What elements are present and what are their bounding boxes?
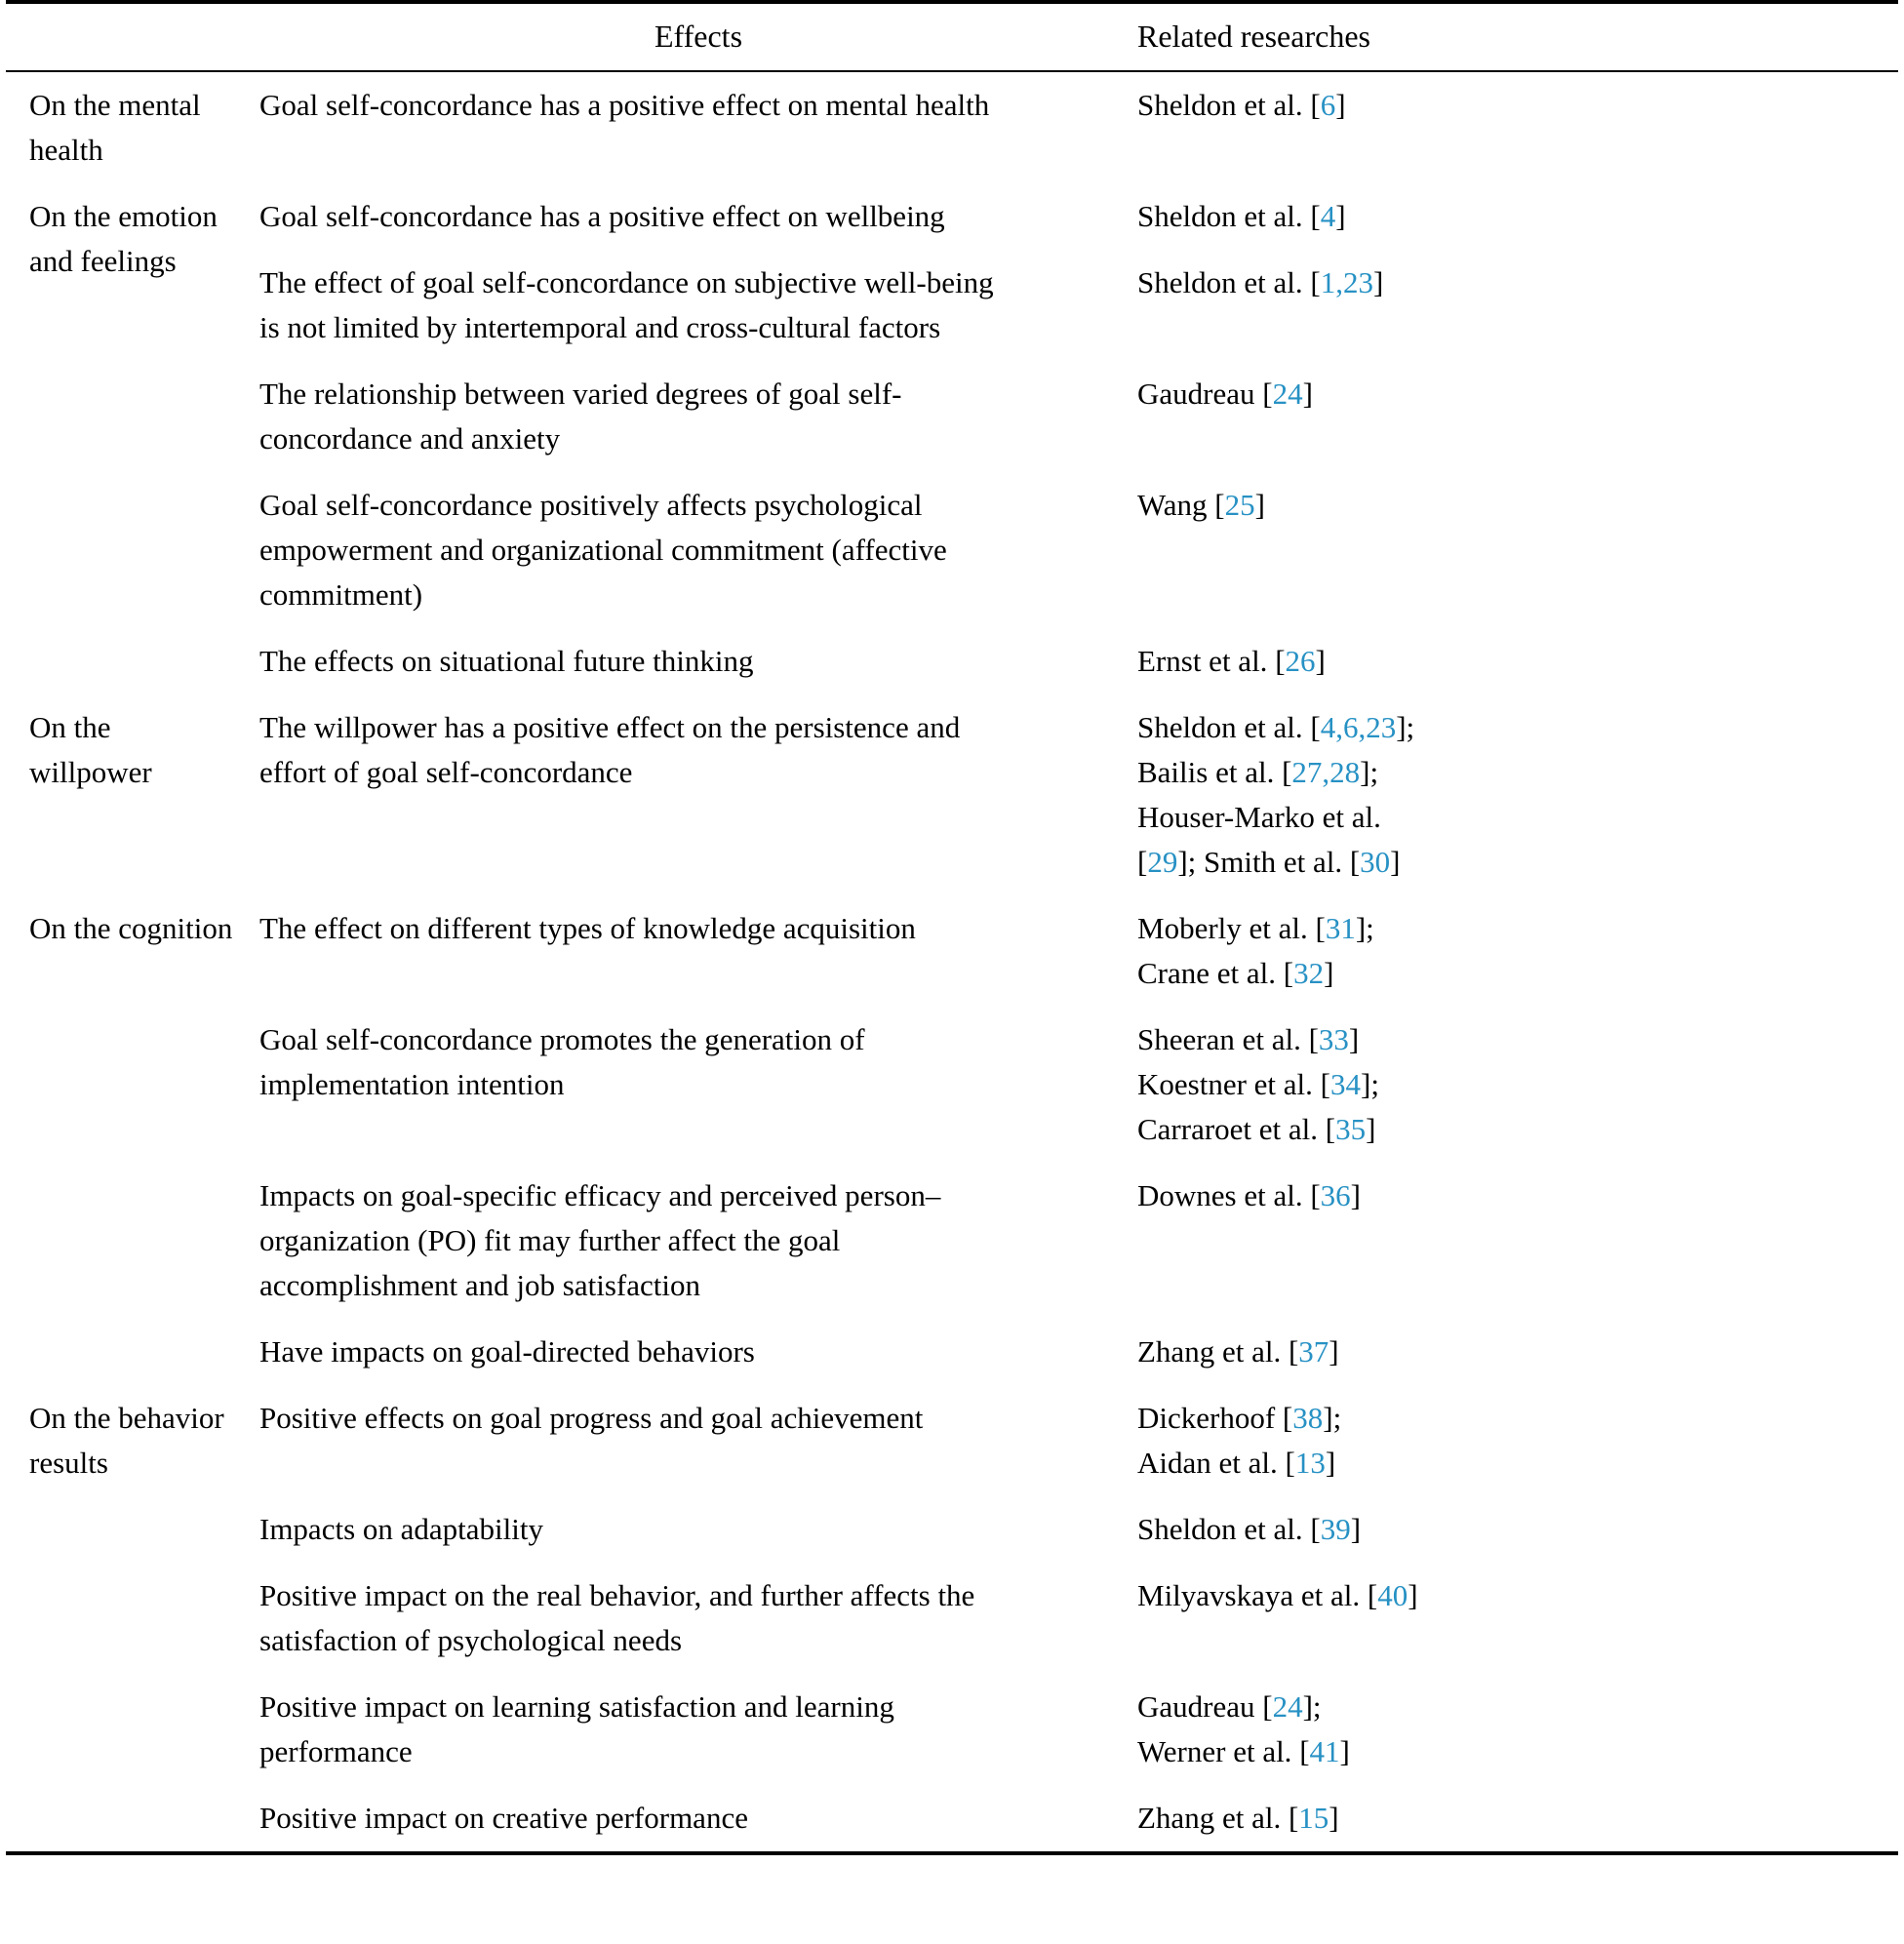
table-row [6, 1385, 1898, 1496]
research-line: Sheeran et al. [33] [1137, 1022, 1360, 1056]
citation-link[interactable]: 25 [1224, 488, 1255, 522]
research-cell [1137, 250, 1898, 361]
effect-cell [259, 250, 1137, 361]
header-effects: Effects [259, 2, 1137, 71]
effect-cell [259, 1319, 1137, 1385]
effect-line: Positive impact on creative performance [259, 1801, 748, 1835]
research-cell [1137, 71, 1898, 183]
citation-link[interactable]: 35 [1335, 1112, 1367, 1146]
effect-cell [259, 71, 1137, 183]
effect-line: The effect on different types of knowledge acquisition [259, 911, 916, 945]
effect-line: effort of goal self-concordance [259, 755, 633, 789]
effect-line: satisfaction of psychological needs [259, 1623, 683, 1657]
research-line: Aidan et al. [13] [1137, 1446, 1336, 1480]
research-cell [1137, 694, 1898, 895]
header-category [6, 2, 259, 71]
effect-cell [259, 1007, 1137, 1163]
effect-line: Have impacts on goal-directed behaviors [259, 1334, 755, 1369]
table-row [6, 1674, 1898, 1785]
table-row [6, 1496, 1898, 1563]
table-row [6, 71, 1898, 183]
effect-line: Positive impact on learning satisfaction and learning [259, 1689, 894, 1724]
research-cell [1137, 183, 1898, 250]
effect-line: implementation intention [259, 1067, 565, 1101]
citation-link[interactable]: 24 [1272, 377, 1303, 411]
effect-line: concordance and anxiety [259, 421, 561, 456]
effect-line: Goal self-concordance has a positive effect on mental health [259, 88, 990, 122]
effect-line: Goal self-concordance has a positive effect on wellbeing [259, 199, 945, 233]
effect-line: performance [259, 1734, 413, 1768]
effect-cell [259, 472, 1137, 628]
research-cell [1137, 472, 1898, 628]
effect-cell [259, 1785, 1137, 1853]
effect-cell [259, 694, 1137, 895]
research-line: Sheldon et al. [1,23] [1137, 265, 1384, 299]
citation-link[interactable]: 36 [1320, 1178, 1351, 1212]
effect-cell [259, 183, 1137, 250]
effect-cell [259, 895, 1137, 1007]
research-line: Zhang et al. [37] [1137, 1334, 1339, 1369]
research-line: Bailis et al. [27,28]; [1137, 755, 1379, 789]
table-row [6, 1163, 1898, 1319]
research-line: [29]; Smith et al. [30] [1137, 845, 1401, 879]
research-line: Carraroet et al. [35] [1137, 1112, 1376, 1146]
research-line: Zhang et al. [15] [1137, 1801, 1339, 1835]
citation-link[interactable]: 1,23 [1320, 265, 1373, 299]
table-row [6, 361, 1898, 472]
table-row [6, 1319, 1898, 1385]
research-line: Gaudreau [24]; [1137, 1689, 1322, 1724]
citation-link[interactable]: 4,6,23 [1320, 710, 1397, 744]
table-row [6, 895, 1898, 1007]
research-line: Sheldon et al. [4] [1137, 199, 1346, 233]
effect-line: The willpower has a positive effect on the persistence and [259, 710, 961, 744]
research-line: Downes et al. [36] [1137, 1178, 1361, 1212]
effect-cell [259, 1385, 1137, 1496]
effect-line: commitment) [259, 577, 423, 612]
effect-line: is not limited by intertemporal and cross-cultural factors [259, 310, 941, 344]
research-line: Milyavskaya et al. [40] [1137, 1578, 1418, 1612]
effect-line: Impacts on adaptability [259, 1512, 543, 1546]
table-row [6, 183, 1898, 250]
research-cell [1137, 1163, 1898, 1319]
citation-link[interactable]: 6 [1320, 88, 1336, 122]
category-cell: On the behavior results [29, 1401, 224, 1480]
category-cell: On the mental health [29, 88, 201, 167]
effect-line: accomplishment and job satisfaction [259, 1268, 700, 1302]
table-row [6, 472, 1898, 628]
research-cell [1137, 1674, 1898, 1785]
table-row [6, 250, 1898, 361]
research-cell [1137, 1563, 1898, 1674]
citation-link[interactable]: 30 [1360, 845, 1391, 879]
research-cell [1137, 1319, 1898, 1385]
research-cell [1137, 1785, 1898, 1853]
citation-link[interactable]: 34 [1329, 1067, 1361, 1101]
research-line: Wang [25] [1137, 488, 1265, 522]
table-body [6, 71, 1898, 1853]
research-line: Dickerhoof [38]; [1137, 1401, 1342, 1435]
research-line: Crane et al. [32] [1137, 956, 1334, 990]
effect-cell [259, 1674, 1137, 1785]
research-cell [1137, 895, 1898, 1007]
header-related-researches: Related researches [1137, 2, 1898, 71]
effect-cell [259, 628, 1137, 694]
citation-link[interactable]: 37 [1298, 1334, 1329, 1369]
research-line: Gaudreau [24] [1137, 377, 1313, 411]
research-line: Werner et al. [41] [1137, 1734, 1350, 1768]
research-line: Sheldon et al. [6] [1137, 88, 1346, 122]
effect-line: organization (PO) fit may further affect the goal [259, 1223, 841, 1257]
effect-line: Goal self-concordance promotes the generation of [259, 1022, 865, 1056]
effect-line: empowerment and organizational commitment (affective [259, 533, 947, 567]
research-cell [1137, 1007, 1898, 1163]
research-cell [1137, 1385, 1898, 1496]
effect-cell [259, 1563, 1137, 1674]
effect-line: Positive impact on the real behavior, and further affects the [259, 1578, 975, 1612]
table-row [6, 1563, 1898, 1674]
citation-link[interactable]: 32 [1293, 956, 1325, 990]
category-cell: On the emotion and feelings [29, 199, 218, 278]
table-row [6, 694, 1898, 895]
research-cell [1137, 361, 1898, 472]
citation-link[interactable]: 15 [1298, 1801, 1329, 1835]
table-row [6, 1785, 1898, 1853]
citation-link[interactable]: 41 [1309, 1734, 1340, 1768]
research-line: Sheldon et al. [39] [1137, 1512, 1362, 1546]
effect-cell [259, 361, 1137, 472]
effect-line: Impacts on goal-specific efficacy and perceived person– [259, 1178, 941, 1212]
table-row [6, 1007, 1898, 1163]
category-cell: On the willpower [29, 710, 152, 789]
citation-link[interactable]: 29 [1147, 845, 1178, 879]
research-line: Houser-Marko et al. [1137, 800, 1381, 834]
citation-link[interactable]: 27,28 [1291, 755, 1361, 789]
citation-link[interactable]: 40 [1377, 1578, 1408, 1612]
citation-link[interactable]: 4 [1320, 199, 1336, 233]
header-row [6, 2, 1898, 71]
effect-line: The effect of goal self-concordance on subjective well-being [259, 265, 994, 299]
research-cell [1137, 1496, 1898, 1563]
citation-link[interactable]: 26 [1285, 644, 1316, 678]
table-row [6, 628, 1898, 694]
research-line: Koestner et al. [34]; [1137, 1067, 1379, 1101]
research-cell [1137, 628, 1898, 694]
effect-cell [259, 1496, 1137, 1563]
research-line: Ernst et al. [26] [1137, 644, 1326, 678]
citation-link[interactable]: 38 [1292, 1401, 1324, 1435]
citation-link[interactable]: 24 [1272, 1689, 1303, 1724]
research-line: Moberly et al. [31]; [1137, 911, 1374, 945]
effect-cell [259, 1163, 1137, 1319]
citation-link[interactable]: 31 [1325, 911, 1356, 945]
citation-link[interactable]: 13 [1294, 1446, 1326, 1480]
effect-line: The relationship between varied degrees of goal self- [259, 377, 902, 411]
research-line: Sheldon et al. [4,6,23]; [1137, 710, 1415, 744]
citation-link[interactable]: 39 [1320, 1512, 1351, 1546]
effects-table [6, 0, 1898, 1855]
effect-line: The effects on situational future thinking [259, 644, 754, 678]
table-header [6, 2, 1898, 71]
effect-line: Goal self-concordance positively affects psychological [259, 488, 923, 522]
category-cell: On the cognition [29, 911, 233, 945]
citation-link[interactable]: 33 [1318, 1022, 1349, 1056]
effect-line: Positive effects on goal progress and goal achievement [259, 1401, 924, 1435]
